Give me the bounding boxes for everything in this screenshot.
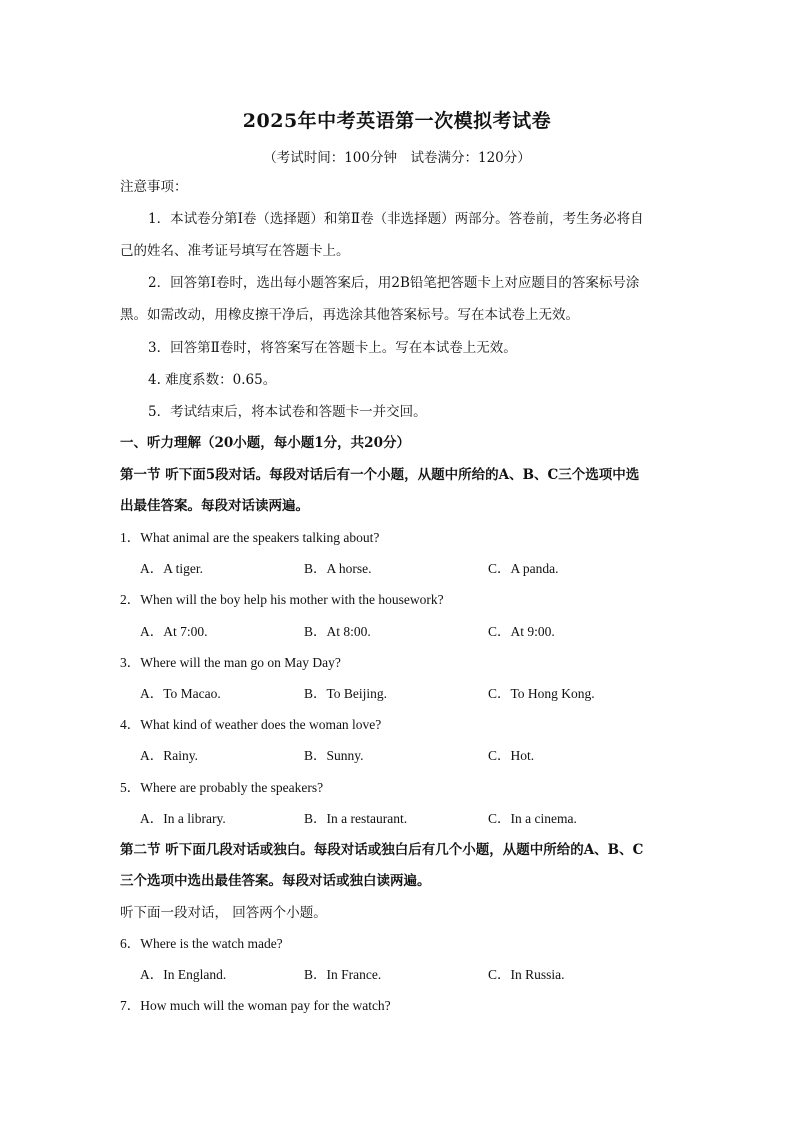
q5-option-b: B．In a restaurant. — [304, 811, 408, 826]
question-3: 3．Where will the man go on May Day? — [120, 655, 341, 670]
part1-heading: 一、听力理解（20小题，每小题1分，共20分） — [120, 435, 410, 451]
page-subtitle: （考试时间：100分钟 试卷满分：120分） — [263, 150, 531, 166]
q2-option-b: B．At 8:00. — [304, 624, 371, 639]
q6-option-b: B．In France. — [304, 967, 382, 982]
notice-item-2-line1: 2．回答第Ⅰ卷时，选出每小题答案后，用2B铅笔把答题卡上对应题目的答案标号涂 — [148, 275, 640, 291]
section1-instruction-line2: 出最佳答案。每段对话读两遍。 — [120, 498, 309, 514]
section1-instruction-line1: 第一节 听下面5段对话。每段对话后有一个小题，从题中所给的A、B、C三个选项中选 — [120, 467, 640, 483]
question-2: 2．When will the boy help his mother with the housework? — [120, 592, 444, 607]
question-6: 6．Where is the watch made? — [120, 936, 283, 951]
section2-instruction-line2: 三个选项中选出最佳答案。每段对话或独白读两遍。 — [120, 873, 431, 889]
q5-option-c: C．In a cinema. — [488, 811, 577, 826]
page-title: 2025年中考英语第一次模拟考试卷 — [242, 110, 552, 132]
notice-item-5: 5．考试结束后，将本试卷和答题卡一并交回。 — [148, 404, 427, 420]
q3-option-a: A．To Macao. — [140, 686, 221, 701]
q1-option-b: B．A horse. — [304, 561, 372, 576]
q4-option-b: B．Sunny. — [304, 748, 364, 763]
question-1: 1．What animal are the speakers talking about? — [120, 530, 380, 545]
section2-listening-instruction: 听下面一段对话， 回答两个小题。 — [120, 905, 327, 921]
notice-item-4: 4. 难度系数：0.65。 — [148, 372, 277, 388]
q2-option-a: A．At 7:00. — [140, 624, 208, 639]
notice-heading: 注意事项： — [120, 179, 188, 195]
notice-item-1-line1: 1．本试卷分第Ⅰ卷（选择题）和第Ⅱ卷（非选择题）两部分。答卷前，考生务必将自 — [148, 211, 644, 227]
notice-item-2-line2: 黑。如需改动，用橡皮擦干净后，再选涂其他答案标号。写在本试卷上无效。 — [120, 307, 579, 323]
q4-option-c: C．Hot. — [488, 748, 535, 763]
q1-option-c: C．A panda. — [488, 561, 559, 576]
q4-option-a: A．Rainy. — [140, 748, 198, 763]
q6-option-a: A．In England. — [140, 967, 227, 982]
question-7: 7．How much will the woman pay for the watch? — [120, 998, 391, 1013]
question-4: 4．What kind of weather does the woman love? — [120, 717, 382, 732]
q2-option-c: C．At 9:00. — [488, 624, 555, 639]
q3-option-c: C．To Hong Kong. — [488, 686, 595, 701]
section2-instruction-line1: 第二节 听下面几段对话或独白。每段对话或独白后有几个小题，从题中所给的A、B、C — [120, 842, 644, 858]
notice-item-1-line2: 己的姓名、准考证号填写在答题卡上。 — [120, 243, 350, 259]
q3-option-b: B．To Beijing. — [304, 686, 388, 701]
notice-item-3: 3．回答第Ⅱ卷时，将答案写在答题卡上。写在本试卷上无效。 — [148, 340, 517, 356]
q6-option-c: C．In Russia. — [488, 967, 565, 982]
q1-option-a: A．A tiger. — [140, 561, 203, 576]
question-5: 5．Where are probably the speakers? — [120, 780, 324, 795]
q5-option-a: A．In a library. — [140, 811, 226, 826]
